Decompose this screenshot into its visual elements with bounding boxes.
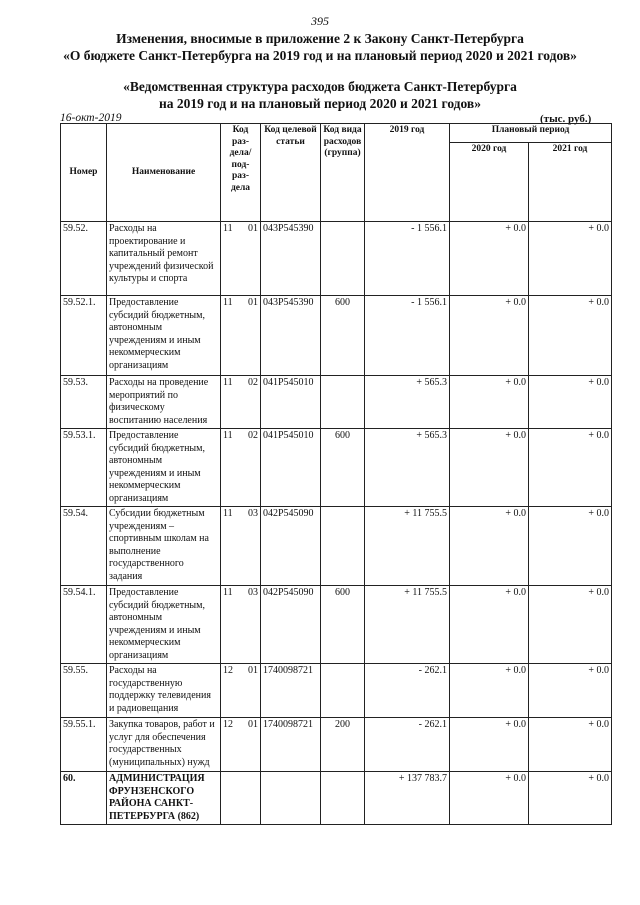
row-section: 12 bbox=[223, 719, 233, 730]
row-value-2020: + 0.0 bbox=[450, 772, 529, 825]
row-value-2019: + 565.3 bbox=[365, 376, 450, 429]
row-number: 59.54.1. bbox=[61, 586, 107, 664]
document-title bbox=[0, 30, 640, 64]
document-date: 16-окт-2019 bbox=[60, 112, 122, 124]
row-subsection: 03 bbox=[248, 587, 258, 598]
row-name: Предоставление субсидий бюджетным, автономным учреждениям и иным некоммерческим организациям bbox=[107, 296, 221, 376]
row-number: 59.52. bbox=[61, 222, 107, 296]
row-section: 12 bbox=[223, 665, 233, 676]
row-value-2019: + 11 755.5 bbox=[365, 507, 450, 586]
row-subsection: 02 bbox=[248, 430, 258, 441]
table-row bbox=[61, 222, 612, 296]
header-2021: 2021 год bbox=[529, 143, 612, 222]
table-row bbox=[61, 664, 612, 718]
header-target: Код целевой статьи bbox=[261, 124, 321, 222]
row-section-cell bbox=[221, 586, 261, 664]
row-number: 59.53. bbox=[61, 376, 107, 429]
row-value-2020: + 0.0 bbox=[450, 429, 529, 507]
title-line-1: Изменения, вносимые в приложение 2 к Закону Санкт-Петербурга bbox=[116, 31, 524, 46]
header-planned: Плановый период bbox=[450, 124, 612, 143]
header-name: Наименование bbox=[107, 124, 221, 222]
row-value-2019: - 262.1 bbox=[365, 664, 450, 718]
row-expense-type: 600 bbox=[321, 586, 365, 664]
row-target: 043P545390 bbox=[261, 222, 321, 296]
row-value-2019: + 565.3 bbox=[365, 429, 450, 507]
header-number: Номер bbox=[61, 124, 107, 222]
row-expense-type: 600 bbox=[321, 296, 365, 376]
row-value-2021: + 0.0 bbox=[529, 507, 612, 586]
budget-table bbox=[60, 123, 612, 825]
row-number: 59.52.1. bbox=[61, 296, 107, 376]
row-value-2021: + 0.0 bbox=[529, 429, 612, 507]
row-value-2020: + 0.0 bbox=[450, 664, 529, 718]
row-expense-type bbox=[321, 772, 365, 825]
row-section: 11 bbox=[223, 223, 233, 234]
row-value-2019: - 1 556.1 bbox=[365, 296, 450, 376]
row-section: 11 bbox=[223, 377, 233, 388]
row-value-2021: + 0.0 bbox=[529, 664, 612, 718]
row-target bbox=[261, 772, 321, 825]
row-section: 11 bbox=[223, 297, 233, 308]
row-name: АДМИНИСТРАЦИЯ ФРУНЗЕНСКОГО РАЙОНА САНКТ-ПЕТЕРБУРГА (862) bbox=[107, 772, 221, 825]
header-section: Код раз- дела/ под- раз- дела bbox=[221, 124, 261, 222]
row-number: 59.53.1. bbox=[61, 429, 107, 507]
subtitle-line-2: на 2019 год и на плановый период 2020 и 2021 годов» bbox=[159, 96, 481, 111]
units-label: (тыс. руб.) bbox=[540, 113, 592, 125]
row-value-2021: + 0.0 bbox=[529, 222, 612, 296]
row-target: 042P545090 bbox=[261, 507, 321, 586]
row-section-cell bbox=[221, 296, 261, 376]
row-value-2021: + 0.0 bbox=[529, 718, 612, 772]
row-section-cell bbox=[221, 718, 261, 772]
row-name: Предоставление субсидий бюджетным, автономным учреждениям и иным некоммерческим организациям bbox=[107, 586, 221, 664]
page-number: 395 bbox=[311, 14, 329, 28]
table-body bbox=[61, 222, 612, 825]
row-expense-type bbox=[321, 664, 365, 718]
row-subsection: 01 bbox=[248, 665, 258, 676]
row-target: 043P545390 bbox=[261, 296, 321, 376]
row-target: 041P545010 bbox=[261, 376, 321, 429]
row-value-2021: + 0.0 bbox=[529, 772, 612, 825]
row-value-2019: - 262.1 bbox=[365, 718, 450, 772]
row-section: 11 bbox=[223, 508, 233, 519]
row-target: 1740098721 bbox=[261, 718, 321, 772]
row-number: 60. bbox=[61, 772, 107, 825]
row-value-2019: - 1 556.1 bbox=[365, 222, 450, 296]
table-row bbox=[61, 586, 612, 664]
row-section-cell bbox=[221, 222, 261, 296]
row-subsection: 03 bbox=[248, 508, 258, 519]
row-name: Закупка товаров, работ и услуг для обеспечения государственных (муниципальных) нужд bbox=[107, 718, 221, 772]
table-row bbox=[61, 296, 612, 376]
table-row bbox=[61, 507, 612, 586]
title-line-2: «О бюджете Санкт-Петербурга на 2019 год и на плановый период 2020 и 2021 годов» bbox=[63, 48, 577, 63]
subtitle-line-1: «Ведомственная структура расходов бюджета Санкт-Петербурга bbox=[123, 79, 517, 94]
header-2019: 2019 год bbox=[365, 124, 450, 222]
row-value-2021: + 0.0 bbox=[529, 376, 612, 429]
header-2020: 2020 год bbox=[450, 143, 529, 222]
row-section-cell bbox=[221, 429, 261, 507]
row-value-2020: + 0.0 bbox=[450, 586, 529, 664]
row-target: 041P545010 bbox=[261, 429, 321, 507]
row-subsection: 01 bbox=[248, 223, 258, 234]
row-target: 1740098721 bbox=[261, 664, 321, 718]
header-expense-type: Код вида расходов (группа) bbox=[321, 124, 365, 222]
row-expense-type: 200 bbox=[321, 718, 365, 772]
row-section: 11 bbox=[223, 430, 233, 441]
row-section: 11 bbox=[223, 587, 233, 598]
row-subsection: 02 bbox=[248, 377, 258, 388]
row-name: Предоставление субсидий бюджетным, автономным учреждениям и иным некоммерческим организациям bbox=[107, 429, 221, 507]
row-name: Расходы на государственную поддержку телевидения и радиовещания bbox=[107, 664, 221, 718]
row-expense-type bbox=[321, 376, 365, 429]
row-expense-type bbox=[321, 222, 365, 296]
row-target: 042P545090 bbox=[261, 586, 321, 664]
row-section-cell bbox=[221, 664, 261, 718]
row-section-cell bbox=[221, 507, 261, 586]
row-value-2020: + 0.0 bbox=[450, 507, 529, 586]
row-number: 59.55.1. bbox=[61, 718, 107, 772]
row-value-2019: + 137 783.7 bbox=[365, 772, 450, 825]
row-expense-type: 600 bbox=[321, 429, 365, 507]
table-row bbox=[61, 772, 612, 825]
row-value-2021: + 0.0 bbox=[529, 586, 612, 664]
table-row bbox=[61, 429, 612, 507]
row-value-2020: + 0.0 bbox=[450, 718, 529, 772]
table-row bbox=[61, 718, 612, 772]
row-value-2019: + 11 755.5 bbox=[365, 586, 450, 664]
row-section-cell bbox=[221, 772, 261, 825]
row-value-2021: + 0.0 bbox=[529, 296, 612, 376]
row-subsection: 01 bbox=[248, 719, 258, 730]
row-section-cell bbox=[221, 376, 261, 429]
row-value-2020: + 0.0 bbox=[450, 376, 529, 429]
row-name: Субсидии бюджетным учреждениям – спортивным школам на выполнение государственного задания bbox=[107, 507, 221, 586]
row-subsection: 01 bbox=[248, 297, 258, 308]
row-number: 59.55. bbox=[61, 664, 107, 718]
table-row bbox=[61, 376, 612, 429]
document-subtitle bbox=[0, 78, 640, 112]
row-value-2020: + 0.0 bbox=[450, 296, 529, 376]
row-name: Расходы на проектирование и капитальный ремонт учреждений физической культуры и спорта bbox=[107, 222, 221, 296]
row-expense-type bbox=[321, 507, 365, 586]
row-number: 59.54. bbox=[61, 507, 107, 586]
row-value-2020: + 0.0 bbox=[450, 222, 529, 296]
row-name: Расходы на проведение мероприятий по физическому воспитанию населения bbox=[107, 376, 221, 429]
